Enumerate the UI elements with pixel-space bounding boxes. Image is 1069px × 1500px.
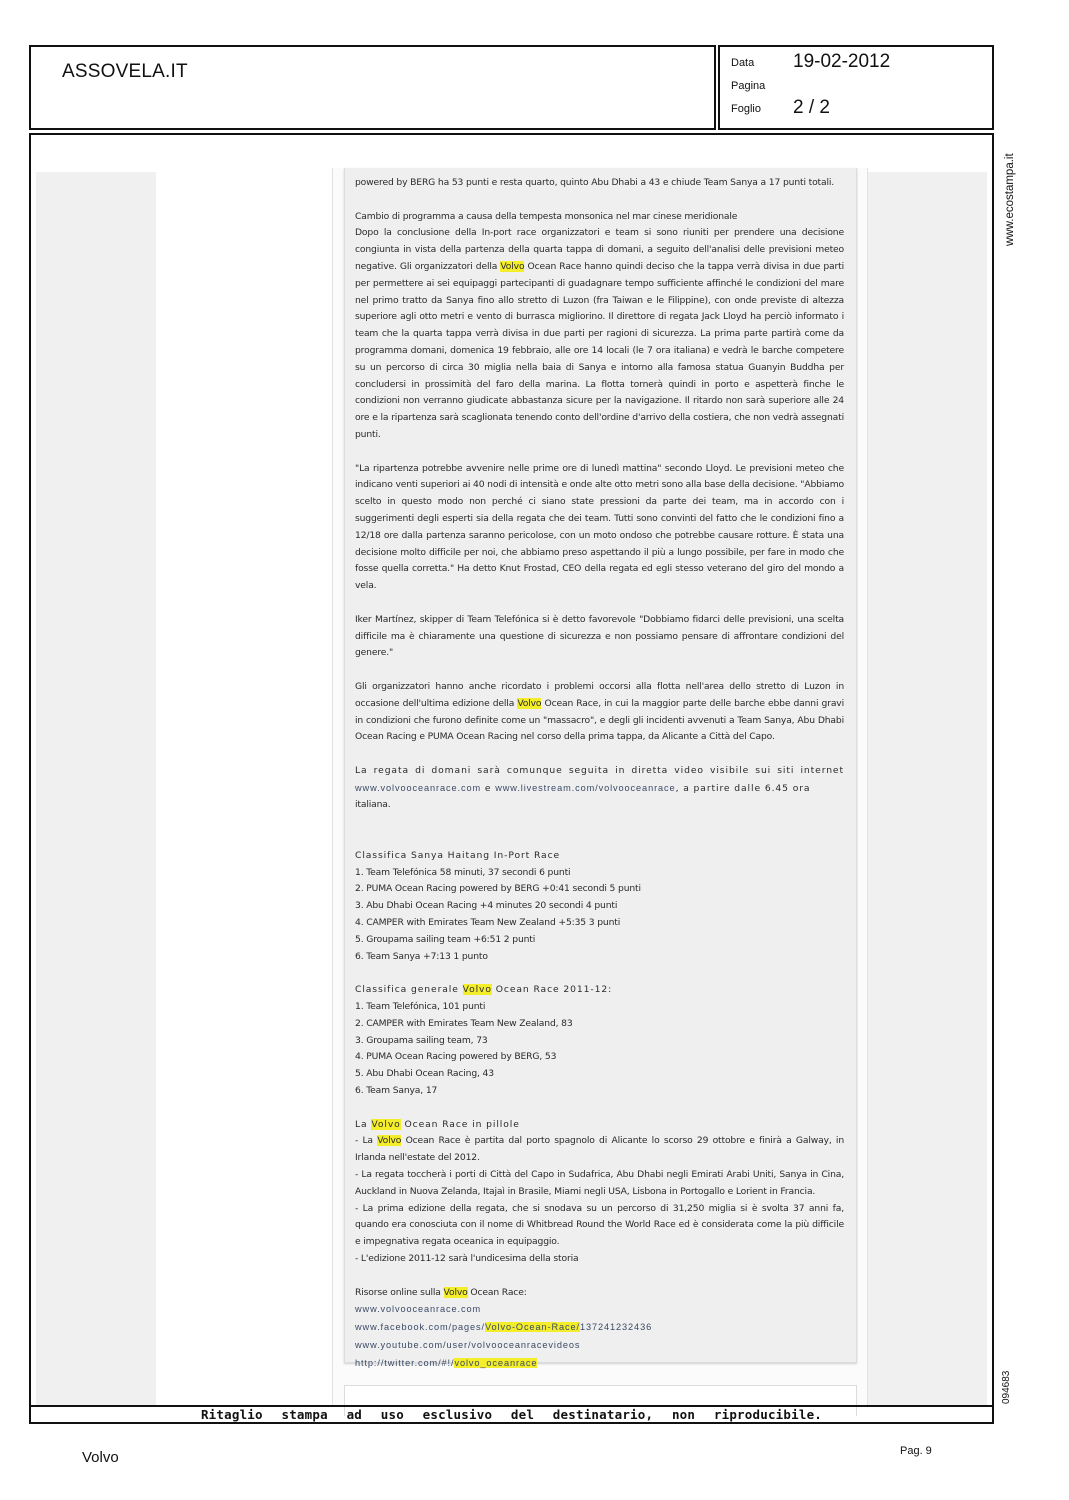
sheet-label: Foglio [731,103,761,115]
web-right-sidebar [865,172,987,1406]
volvo-highlight: Volvo [377,1135,402,1147]
pills-title: La Volvo Ocean Race in pillole [355,1118,520,1130]
resource-link-facebook[interactable]: www.facebook.com/pages/Volvo-Ocean-Race/137241232436 [355,1322,653,1333]
page-label: Pagina [731,80,766,92]
header-source-box [29,45,716,130]
general-title: Classifica generale Volvo Ocean Race 2011-12: [355,984,613,996]
pill-item: - La Volvo Ocean Race è partita dal porto spagnolo di Alicante lo scorso 29 ottobre e finirà a Galway, in Irlanda nell'estate del 2012. [355,1135,845,1164]
volvo-highlight: Volvo [462,984,492,996]
paragraph-martinez-quote: Iker Martínez, skipper di Team Telefónica si è detto favorevole "Dobbiamo fidarci delle previsioni, una scelta difficile ma è chiaramente una questione di sicurezza e non possiamo pensare di affrontare condizioni del genere." [355,613,844,659]
general-row: 2. CAMPER with Emirates Team New Zealand, 83 [355,1017,573,1029]
web-left-sidebar [36,172,156,1406]
general-row: 1. Team Telefónica, 101 punti [355,1001,486,1013]
link-volvooceanrace[interactable]: www.volvooceanrace.com [355,782,482,793]
ecostampa-site: www.ecostampa.it [1004,153,1016,246]
paragraph-live-end: italiana. [355,799,391,811]
inport-row: 1. Team Telefónica 58 minuti, 37 secondi 6 punti [355,866,571,878]
volvo-highlight: Volvo [371,1118,401,1130]
header-meta-box [718,45,994,130]
sheet-value: 2 / 2 [793,97,830,118]
footer-keyword: Volvo [82,1449,119,1466]
date-label: Data [731,57,755,69]
inport-row: 2. PUMA Ocean Racing powered by BERG +0:41 secondi 5 punti [355,883,641,895]
volvo-highlight: Volvo [500,260,525,272]
date-value: 19-02-2012 [793,51,891,72]
general-row: 6. Team Sanya, 17 [355,1085,438,1097]
volvo-highlight: Volvo [517,697,542,709]
inport-title: Classifica Sanya Haitang In-Port Race [355,849,561,861]
general-row: 4. PUMA Ocean Racing powered by BERG, 53 [355,1051,557,1063]
inport-row: 4. CAMPER with Emirates Team New Zealand +5:35 3 punti [355,917,621,929]
pill-item: - La prima edizione della regata, che si snodava su un percorso di 31,250 miglia si è svolta 37 anni fa, quando era conosciuta con il nome di Whitbread Round the World Race ed è considerata come la più difficile e impegnativa regata oceanica in equipaggio. [355,1202,844,1248]
resource-link-youtube[interactable]: www.youtube.com/user/volvooceanracevideos [355,1339,581,1350]
paragraph-luzon-history: Gli organizzatori hanno anche ricordato i problemi occorsi alla flotta nell'area dello stretto di Luzon in occasione dell'ultima edizione della Volvo Ocean Race, in cui la maggior parte delle barche ebbe danni gravi in condizioni che furono definite come un "massacro", e degli gli incidenti avvenuti a Team Sanya, Abu Dhabi Ocean Racing e PUMA Ocean Racing nel corso della prima tappa, da Alicante a Città del Capo. [355,680,844,743]
inport-row: 5. Groupama sailing team +6:51 2 punti [355,933,536,945]
inport-row: 3. Abu Dhabi Ocean Racing +4 minutes 20 secondi 4 punti [355,900,618,912]
source-title: ASSOVELA.IT [62,61,188,82]
paragraph-standings-end: powered by BERG ha 53 punti e resta quarto, quinto Abu Dhabi a 43 e chiude Team Sanya a 17 punti totali. [355,177,835,188]
document-code: 094683 [1001,1370,1012,1404]
footer-page-number: Pag. 9 [900,1445,932,1457]
general-row: 5. Abu Dhabi Ocean Racing, 43 [355,1068,494,1080]
volvo-highlight: Volvo [443,1286,468,1298]
resource-link-site[interactable]: www.volvooceanrace.com [355,1304,482,1315]
reproduction-notice: Ritaglio stampa ad uso esclusivo del destinatario, non riproducibile. [200,1407,823,1422]
resources-title: Risorse online sulla Volvo Ocean Race: [355,1286,527,1298]
paragraph-program-change: Dopo la conclusione della In-port race organizzatori e team si sono riuniti per prendere una decisione congiunta in vista della partenza della quarta tappa di domani, a seguito dell'analisi delle previsioni meteo negative. Gli organizzatori della Volvo Ocean Race hanno quindi deciso che la tappa verrà divisa in due parti per permettere ai sei equipaggi partecipanti di guadagnare tempo sufficiente affinché le condizioni del mare nel primo tratto da Sanya fino allo stretto di Luzon (fra Taiwan e le Filippine), con onde previste di altezza superiore agli otto metri e vento di burrasca migliorino. Il direttore di regata Jack Lloyd ha perciò informato i team che la quarta tappa verrà divisa in due parti per ragioni di sicurezza. La prima parte partirà come da programma domani, domenica 19 febbraio, alle ore 14 locali (le 7 ora italiana) e vedrà le barche competere su un percorso di circa 30 miglia nella baia di Sanya e intorno alla famosa statua Guanyin Buddha per concludersi in prossimità del faro della marina. La flotta tornerà quindi in porto e aspetterà finche le condizioni non verranno giudicate abbastanza sicure per la navigazione. Il ritardo non sarà superiore alle 24 ore e la ripartenza sarà scaglionata tenendo conto dell'ordine d'arrivo della costiera, che non vedrà assegnati punti. [355,227,845,440]
article-body [355,175,844,1373]
paragraph-lloyd-quote: "La ripartenza potrebbe avvenire nelle prime ore di lunedì mattina" secondo Lloyd. Le previsioni meteo che indicano venti superiori ai 40 nodi di intensità e onde alte otto metri sono alla base della decisione. "Abbiamo scelto in questo modo non perché ci siano state pressioni da parte dei team, ma in accordo con i suggerimenti degli esperti sia della regata che dei team. Tutti sono convinti del fatto che le condizioni fino a 12/18 ore dalla partenza saranno pericolose, con un moto ondoso che potrebbe causare rotture. È stata una decisione molto difficile per noi, che abbiamo preso aspettando il più a lungo possibile, per fare in modo che fosse quella corretta." Ha detto Knut Frostad, CEO della regata ed egli stesso veterano del giro del mondo a vela. [355,462,844,592]
pill-item: - L'edizione 2011-12 sarà l'undicesima della storia [355,1253,579,1264]
link-livestream[interactable]: www.livestream.com/volvooceanrace [495,782,676,793]
inport-row: 6. Team Sanya +7:13 1 punto [355,950,488,962]
general-row: 3. Groupama sailing team, 73 [355,1034,488,1046]
paragraph-live-links: www.volvooceanrace.com e www.livestream.com/volvooceanrace, a partire dalle 6.45 ora [355,782,811,794]
resource-link-twitter[interactable]: http://twitter.com/#!/volvo_oceanrace [355,1357,538,1368]
pill-item: - La regata toccherà i porti di Città del Capo in Sudafrica, Abu Dhabi negli Emirati Arabi Uniti, Sanya in Cina, Auckland in Nuova Zelanda, Itajaì in Brasile, Miami negli USA, Lisbona in Portogallo e Lorient in Francia. [355,1169,844,1197]
paragraph-live-video: La regata di domani sarà comunque seguita in diretta video visibile sui siti internet [355,764,844,776]
paragraph-title-change: Cambio di programma a causa della tempesta monsonica nel mar cinese meridionale [355,210,738,222]
